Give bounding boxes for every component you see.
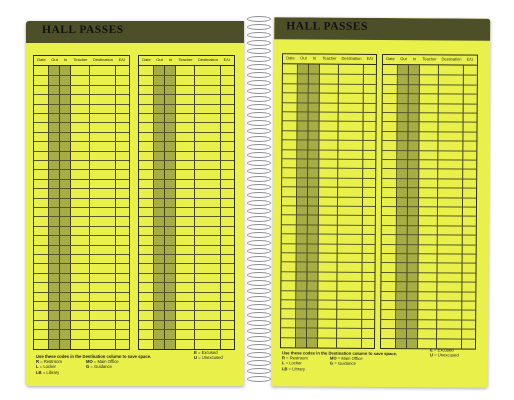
table-row-line xyxy=(34,151,129,152)
table-row-line xyxy=(139,292,234,293)
table-row-line xyxy=(34,301,129,302)
spiral-coil xyxy=(244,56,274,64)
column-header: Date xyxy=(386,56,395,62)
column-header: Date xyxy=(286,55,295,61)
spiral-coil xyxy=(244,64,274,72)
table-column xyxy=(60,56,71,349)
spiral-coil xyxy=(244,160,274,168)
table-column xyxy=(34,56,49,349)
table-row-line xyxy=(34,122,129,123)
spiral-coil xyxy=(244,72,274,80)
table-row-line xyxy=(139,329,234,330)
table-column xyxy=(221,56,233,349)
table-row-line xyxy=(34,235,129,236)
spiral-coil xyxy=(244,368,274,376)
table-row-line xyxy=(34,113,129,114)
destination-code-legend: Use these codes in the Destination column to save space. R = Restroom L = Locker LB = Library xyxy=(36,354,152,375)
table-column xyxy=(165,56,176,349)
table-column xyxy=(71,56,90,349)
spiral-coil xyxy=(244,80,274,88)
table-row-line xyxy=(34,141,129,142)
table-row-line xyxy=(139,94,234,95)
excused-code-legend: E = Excused U = Unexcused xyxy=(429,347,459,358)
table-row-line xyxy=(139,113,234,114)
column-header: Out xyxy=(156,57,163,62)
spiral-coil xyxy=(244,40,274,48)
table-row-line xyxy=(139,273,234,274)
page-title: HALL PASSES xyxy=(286,20,368,33)
column-header: Teacher xyxy=(178,57,193,62)
excused-code-legend: E = Excused U = Unexcused xyxy=(194,350,223,361)
table-column xyxy=(116,56,128,349)
table-header-row xyxy=(383,55,477,66)
spiral-coil xyxy=(244,304,274,312)
spiral-coil xyxy=(244,144,274,152)
table-row-line xyxy=(139,235,234,236)
spiral-coil xyxy=(244,176,274,184)
table-row-line xyxy=(139,122,234,123)
table-column xyxy=(437,55,464,348)
hall-pass-log-table xyxy=(33,55,130,350)
table-column xyxy=(337,55,364,348)
hall-pass-log-table xyxy=(380,54,478,350)
table-column xyxy=(362,55,376,348)
table-column xyxy=(462,56,476,349)
table-row-line xyxy=(34,282,129,283)
spiral-coil xyxy=(244,248,274,256)
table-row-line xyxy=(34,292,129,293)
table-row-line xyxy=(34,339,129,340)
table-row-line xyxy=(34,273,129,274)
table-row-line xyxy=(34,179,129,180)
column-header: In xyxy=(168,57,173,62)
hall-pass-log-table xyxy=(280,53,377,349)
table-row-line xyxy=(34,254,129,255)
table-row-line xyxy=(34,207,129,208)
table-row-line xyxy=(139,282,234,283)
table-row-line xyxy=(34,245,129,246)
table-row-line xyxy=(139,132,234,133)
column-header: Destination xyxy=(92,57,113,62)
spiral-coil xyxy=(244,272,274,280)
table-column xyxy=(49,56,60,349)
table-row-line xyxy=(139,245,234,246)
table-row-line xyxy=(34,226,129,227)
table-row-line xyxy=(139,207,234,208)
table-column xyxy=(154,56,165,349)
table-row-line xyxy=(139,75,234,76)
table-row-line xyxy=(34,216,129,217)
table-column xyxy=(139,56,154,349)
left-page xyxy=(26,21,244,386)
spiral-coil xyxy=(244,224,274,232)
column-header: Date xyxy=(142,57,151,62)
hall-pass-log-table xyxy=(138,55,235,350)
spiral-coil xyxy=(244,240,274,248)
column-header: Destination xyxy=(197,57,218,62)
table-row-line xyxy=(34,310,129,311)
column-header: Out xyxy=(400,56,407,62)
column-header: Teacher xyxy=(322,55,337,61)
table-row-line xyxy=(139,188,234,189)
right-page-header xyxy=(274,17,490,41)
destination-code-legend-2: MO = Main Office G = Guidance xyxy=(329,355,363,367)
column-header: In xyxy=(312,55,317,61)
column-header: Teacher xyxy=(73,57,88,62)
legend-intro: Use these codes in the Destination column to save space. xyxy=(36,354,152,359)
table-row-line xyxy=(34,329,129,330)
spiral-coil xyxy=(244,320,274,328)
table-row-line xyxy=(139,320,234,321)
spiral-coil xyxy=(244,376,274,384)
table-row-line xyxy=(139,198,234,199)
spiral-coil xyxy=(244,128,274,136)
spiral-coil xyxy=(244,200,274,208)
column-header: Destination xyxy=(441,56,462,62)
table-row-line xyxy=(139,254,234,255)
table-column xyxy=(176,56,195,349)
spiral-coil xyxy=(244,296,274,304)
spiral-coil xyxy=(244,88,274,96)
spiral-coil xyxy=(244,112,274,120)
table-column xyxy=(195,56,221,349)
spiral-coil xyxy=(244,48,274,56)
spiral-coil xyxy=(244,360,274,368)
table-row-line xyxy=(139,310,234,311)
spiral-coil xyxy=(244,192,274,200)
table-row-line xyxy=(139,216,234,217)
table-row-line xyxy=(34,160,129,161)
destination-code-legend: Use these codes in the Destination column to save space. R = Restroom L = Locker LB = Library xyxy=(281,350,398,372)
spiral-coil xyxy=(244,232,274,240)
table-header-row xyxy=(34,56,129,66)
table-column xyxy=(90,56,116,349)
table-row-line xyxy=(139,85,234,86)
spiral-coil xyxy=(244,280,274,288)
spiral-coil xyxy=(244,336,274,344)
legend-intro: Use these codes in the Destination column to save space. xyxy=(281,350,398,357)
table-row-line xyxy=(139,169,234,170)
destination-code-legend-2: MO = Main Office G = Guidance xyxy=(86,359,119,370)
spiral-coil xyxy=(244,256,274,264)
table-row-line xyxy=(34,132,129,133)
table-row-line xyxy=(34,104,129,105)
table-row-line xyxy=(139,226,234,227)
table-row-line xyxy=(34,169,129,170)
right-page xyxy=(272,17,491,387)
spiral-coil xyxy=(244,312,274,320)
table-row-line xyxy=(139,151,234,152)
table-row-line xyxy=(34,320,129,321)
column-header: Out xyxy=(300,55,307,61)
table-header-row xyxy=(139,56,234,66)
spiral-coil xyxy=(244,32,274,40)
spiral-coil xyxy=(244,120,274,128)
table-row-line xyxy=(34,94,129,95)
table-column xyxy=(418,55,439,348)
spiral-coil xyxy=(244,16,274,24)
column-header: E/U xyxy=(366,55,374,61)
spiral-binding xyxy=(244,16,274,388)
spiral-coil xyxy=(244,96,274,104)
spiral-coil xyxy=(244,344,274,352)
table-row-line xyxy=(34,198,129,199)
column-header: Date xyxy=(37,57,46,62)
table-row-line xyxy=(139,339,234,340)
spiral-coil xyxy=(244,136,274,144)
table-header-row xyxy=(283,54,376,65)
table-row-line xyxy=(139,263,234,264)
column-header: In xyxy=(63,57,68,62)
spiral-coil xyxy=(244,216,274,224)
spiral-coil xyxy=(244,184,274,192)
column-header: Teacher xyxy=(422,56,437,62)
table-row-line xyxy=(34,75,129,76)
table-row-line xyxy=(139,141,234,142)
table-row-line xyxy=(139,160,234,161)
table-row-line xyxy=(139,179,234,180)
table-column xyxy=(318,55,339,348)
left-page-header xyxy=(26,21,244,43)
table-row-line xyxy=(139,104,234,105)
column-header: Destination xyxy=(341,55,362,61)
spiral-coil xyxy=(244,328,274,336)
table-row-line xyxy=(34,85,129,86)
spiral-coil xyxy=(244,24,274,32)
column-header: E/U xyxy=(118,57,126,62)
spiral-coil xyxy=(244,168,274,176)
spiral-coil xyxy=(244,264,274,272)
column-header: Out xyxy=(51,57,58,62)
column-header: E/U xyxy=(223,57,231,62)
table-row-line xyxy=(139,301,234,302)
page-title: HALL PASSES xyxy=(42,24,124,36)
spiral-coil xyxy=(244,104,274,112)
spiral-coil xyxy=(244,352,274,360)
spiral-coil xyxy=(244,208,274,216)
table-row-line xyxy=(34,263,129,264)
spiral-coil xyxy=(244,152,274,160)
column-header: In xyxy=(412,56,417,62)
column-header: E/U xyxy=(466,56,474,62)
table-row-line xyxy=(34,188,129,189)
spiral-coil xyxy=(244,288,274,296)
